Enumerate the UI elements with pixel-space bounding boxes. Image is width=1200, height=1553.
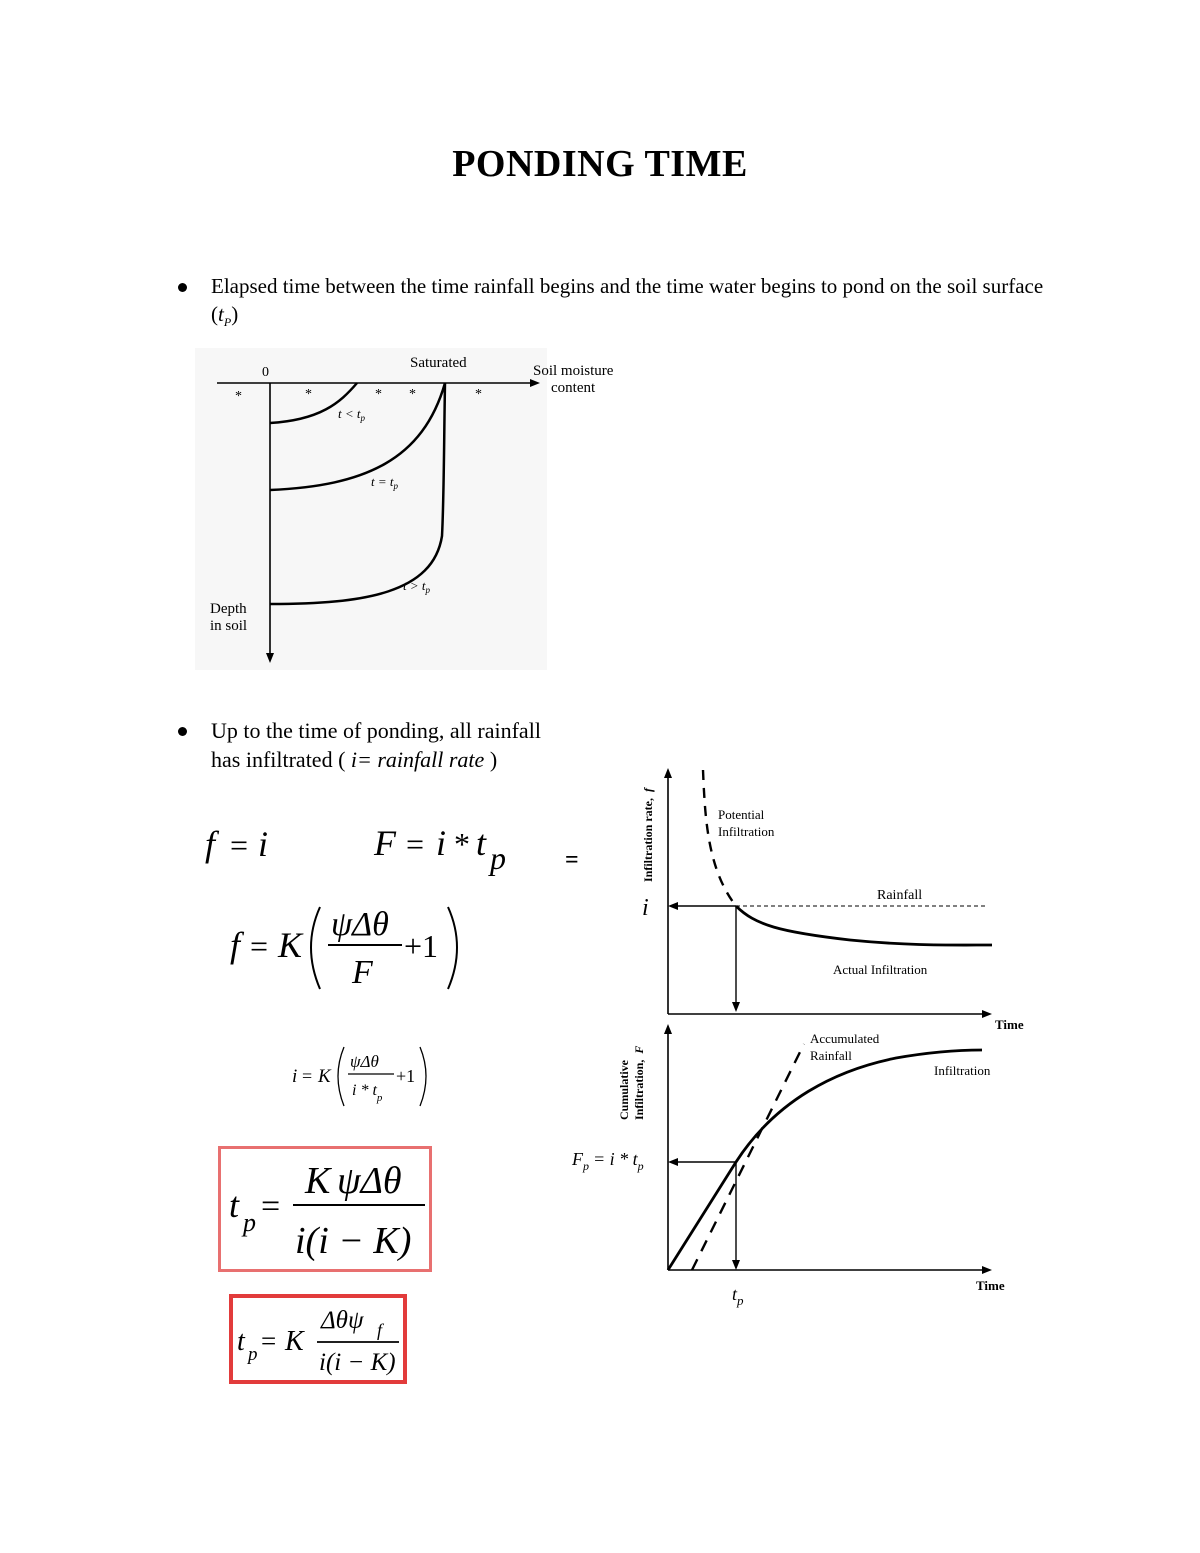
- figure-background: [195, 348, 547, 670]
- svg-text:t: t: [229, 1185, 240, 1225]
- actual-infiltration-curve: [736, 906, 992, 945]
- tp-symbol: $t_P$: [218, 302, 232, 330]
- origin-label: 0: [262, 365, 269, 380]
- svg-text:p: p: [248, 1344, 258, 1365]
- rate-y-label: Infiltration rate,f: [641, 788, 655, 882]
- infiltration-rate-figure: [590, 760, 1030, 1040]
- fp-reference-arrow: [668, 1158, 678, 1166]
- asterisk-2: *: [305, 387, 312, 402]
- moisture-label-line1: Soil moisture: [533, 363, 614, 379]
- svg-text:f: f: [377, 1320, 383, 1340]
- infiltration-label: Infiltration: [934, 1063, 991, 1078]
- svg-text:K: K: [318, 1066, 331, 1087]
- bullet-ponding: Up to the time of ponding, all rainfall has infiltrated ( i= rainfall rate ): [211, 716, 556, 774]
- equals-mark: [564, 848, 584, 870]
- depth-label-line1: Depth: [210, 601, 247, 617]
- svg-text:F: F: [352, 954, 373, 991]
- tp-axis-label: $t_p$: [732, 1284, 744, 1308]
- equation-i-substituted: [290, 1042, 440, 1112]
- svg-text:ψΔθ: ψΔθ: [331, 906, 389, 943]
- bullet-text: Elapsed time between the time rainfall begins and the time water begins to pond on the soil surface (: [211, 274, 1044, 326]
- svg-text:i: i: [258, 824, 269, 864]
- time-label-2: Time: [976, 1278, 1005, 1293]
- cumulative-infiltration-curve: [668, 1050, 982, 1270]
- svg-text:ψΔθ: ψΔθ: [350, 1052, 379, 1071]
- cumulative-y-label-line1: Cumulative: [617, 1060, 631, 1120]
- label-t-less-tp: $t < t_p$: [338, 406, 365, 423]
- equation-green-ampt: [228, 897, 468, 997]
- svg-text:F: F: [374, 823, 396, 863]
- i-reference-arrow: [668, 902, 678, 910]
- asterisk-4: *: [409, 387, 416, 402]
- equation-f-equals-i: [200, 818, 290, 868]
- svg-text:t: t: [476, 823, 487, 863]
- tp-equation-1: [221, 1149, 429, 1269]
- tp-equation-2: [233, 1298, 403, 1380]
- svg-text:ψΔθ: ψΔθ: [337, 1160, 402, 1202]
- fp-label: $F_p = i * t_p$: [572, 1149, 644, 1173]
- svg-text:i: i: [292, 1066, 298, 1087]
- cumulative-y-axis-arrow: [664, 1024, 672, 1034]
- svg-text:=: =: [261, 1326, 277, 1356]
- potential-label-line2: Infiltration: [718, 824, 775, 839]
- label-t-greater-tp: $t > t_p$: [403, 578, 430, 595]
- tp-equation-box-2: [229, 1294, 407, 1384]
- cumulative-infiltration-figure: [566, 1020, 1030, 1320]
- label-t-equals-tp: $t = t_p$: [371, 474, 398, 491]
- bullet-definition: Elapsed time between the time rainfall begins and the time water begins to pond on the soil surface $(t_P)$: [211, 272, 1051, 336]
- asterisk-1: *: [235, 389, 242, 404]
- equation-F-equals-i-tp: [372, 815, 532, 877]
- rate-time-axis-arrow: [982, 1010, 992, 1018]
- svg-text:+1: +1: [396, 1066, 416, 1086]
- svg-text:K: K: [305, 1160, 331, 1202]
- svg-text:=: =: [406, 826, 425, 862]
- cumulative-y-label-line2: Infiltration,F: [632, 1045, 646, 1120]
- svg-text:*: *: [454, 826, 470, 862]
- svg-text:i(i − K): i(i − K): [295, 1220, 412, 1262]
- svg-text:i: i: [436, 823, 447, 863]
- rate-y-axis-arrow: [664, 768, 672, 778]
- svg-text:=: =: [261, 1188, 281, 1225]
- bullet-dot: [178, 727, 187, 736]
- asterisk-5: *: [475, 387, 482, 402]
- svg-text:i(i − K): i(i − K): [319, 1349, 396, 1376]
- accumulated-label-line2: Rainfall: [810, 1048, 852, 1063]
- actual-infiltration-label: Actual Infiltration: [833, 962, 928, 977]
- tp-drop-arrow-1: [732, 1002, 740, 1012]
- asterisk-3: *: [375, 387, 382, 402]
- svg-text:=: =: [250, 928, 269, 964]
- tp-drop-arrow-2: [732, 1260, 740, 1270]
- moisture-label-line2: content: [551, 380, 596, 396]
- svg-text:+1: +1: [404, 928, 439, 964]
- svg-text:=: =: [230, 827, 249, 863]
- svg-text:f: f: [230, 925, 241, 965]
- svg-text:Δθψ: Δθψ: [321, 1307, 364, 1334]
- i-axis-label: i: [642, 895, 649, 921]
- rainfall-label: Rainfall: [877, 888, 923, 903]
- cumulative-time-axis-arrow: [982, 1266, 992, 1274]
- accumulated-label-line1: Accumulated: [810, 1031, 880, 1046]
- depth-label-line2: in soil: [210, 618, 248, 634]
- page-title: PONDING TIME: [452, 143, 748, 185]
- saturated-label: Saturated: [410, 355, 467, 371]
- tp-equation-box-1: [218, 1146, 432, 1272]
- svg-text:p: p: [490, 840, 506, 876]
- svg-text:t: t: [237, 1326, 245, 1357]
- svg-text:K: K: [285, 1326, 304, 1357]
- bullet-dot: [178, 283, 187, 292]
- svg-text:K: K: [278, 925, 303, 965]
- svg-text:=: =: [565, 848, 579, 870]
- soil-moisture-profile-figure: [195, 348, 635, 670]
- svg-text:i * tp: i * $t_p$: [352, 1082, 383, 1104]
- time-label-1: Time: [995, 1017, 1024, 1032]
- accumulated-rainfall-line: [692, 1044, 804, 1270]
- potential-label-line1: Potential: [718, 807, 765, 822]
- svg-text:p: p: [243, 1208, 256, 1237]
- svg-text:=: =: [302, 1066, 313, 1086]
- svg-text:f: f: [205, 824, 216, 864]
